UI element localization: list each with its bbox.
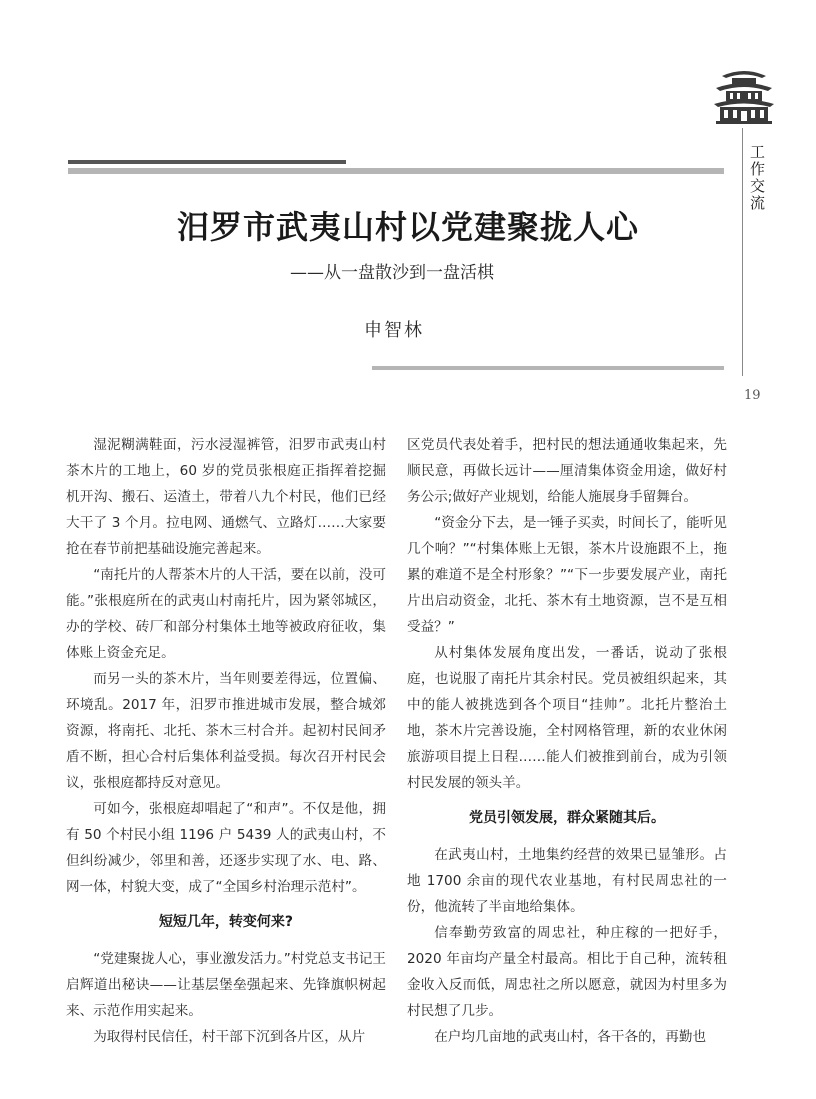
paragraph: “党建聚拢人心，事业激发活力。”村党总支书记王启辉道出秘诀——让基层堡垒强起来、先锋旗帜树起来、示范作用实起来。 (66, 951, 386, 1019)
paragraph: “资金分下去，是一锤子买卖，时间长了，能听见几个响？”“村集体账上无银，茶木片设施跟不上，拖累的难道不是全村形象？”“下一步要发展产业，南托片出启动资金，北托、茶木有土地资源，岂不是互相受益？” (407, 515, 727, 635)
paragraph: 在武夷山村，土地集约经营的效果已显雏形。占地 1700 余亩的现代农业基地，有村民周忠社的一份，他流转了半亩地给集体。 (407, 847, 727, 915)
title-bar-light (68, 168, 724, 174)
paragraph: 可如今，张根庭却唱起了“和声”。不仅是他，拥有 50 个村民小组 1196 户 5439 人的武夷山村，不但纠纷减少，邻里和善，还逐步实现了水、电、路、网一体，村貌大变，成了“全国乡村治理示范村”。 (66, 801, 386, 895)
section-heading: 党员引领发展，群众紧随其后。 (469, 810, 665, 826)
right-column (407, 432, 727, 1050)
paragraph: 区党员代表处着手，把村民的想法通通收集起来，先顺民意，再做长远计——厘清集体资金用途，做好村务公示;做好产业规划，给能人施展身手留舞台。 (407, 437, 727, 505)
paragraph: 湿泥糊满鞋面，污水浸湿裤管，汨罗市武夷山村茶木片的工地上，60 岁的党员张根庭正指挥着挖掘机开沟、搬石、运渣土，带着八九个村民，他们已经大干了 3 个月。拉电网、通燃气、立路灯……大家要抢在春节前把基础设施完善起来。 (66, 437, 386, 557)
paragraph: 从村集体发展角度出发，一番话，说动了张根庭，也说服了南托片其余村民。党员被组织起来，其中的能人被挑选到各个项目“挂帅”。北托片整治土地，茶木片完善设施，全村网格管理，新的农业休闲旅游项目提上日程……能人们被推到前台，成为引领村民发展的领头羊。 (407, 645, 727, 791)
paragraph: 而另一头的茶木片，当年则要差得远，位置偏、环境乱。2017 年，汨罗市推进城市发展，整合城郊资源，将南托、北托、茶木三村合并。起初村民间矛盾不断，担心合村后集体利益受损。每次召开村民会议，张根庭都持反对意见。 (66, 671, 386, 791)
title-bar-dark (68, 160, 346, 164)
left-column (66, 432, 386, 1050)
article-subtitle: ——从一盘散沙到一盘活棋 (290, 263, 494, 283)
title-bar-bottom (372, 366, 724, 370)
section-label: 工作交流 (750, 143, 766, 212)
article-author: 申智林 (364, 320, 424, 341)
article-title: 汨罗市武夷山村以党建聚拢人心 (176, 208, 639, 246)
section-heading: 短短几年，转变何来? (158, 914, 294, 930)
margin-divider (742, 128, 743, 376)
pavilion-icon (714, 62, 774, 130)
paragraph: 在户均几亩地的武夷山村，各干各的，再勤也 (434, 1029, 707, 1045)
paragraph: 为取得村民信任，村干部下沉到各片区，从片 (93, 1029, 366, 1045)
page-number: 19 (744, 388, 761, 403)
paragraph: 信奉勤劳致富的周忠社，种庄稼的一把好手，2020 年亩均产量全村最高。相比于自己种，流转租金收入反而低，周忠社之所以愿意，就因为村里多为村民想了几步。 (407, 925, 727, 1019)
paragraph: “南托片的人帮茶木片的人干活，要在以前，没可能。”张根庭所在的武夷山村南托片，因为紧邻城区，办的学校、砖厂和部分村集体土地等被政府征收，集体账上资金充足。 (66, 567, 386, 661)
